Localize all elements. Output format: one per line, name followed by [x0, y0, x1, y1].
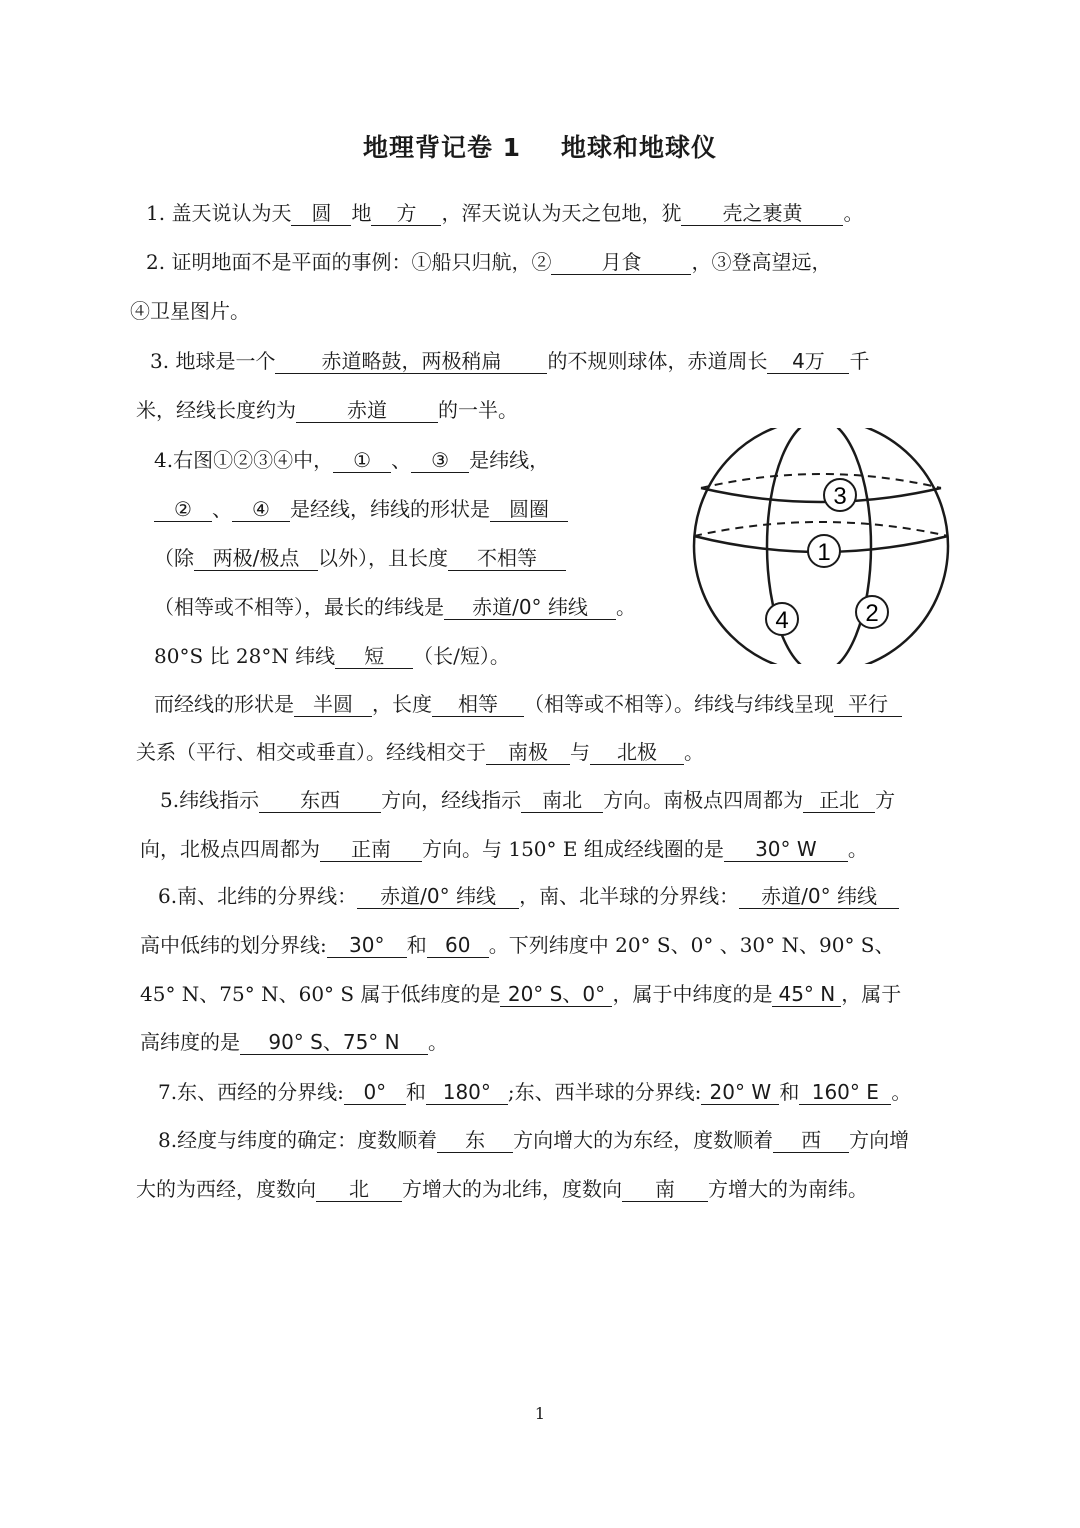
q6-text: ，南、北半球的分界线： — [519, 884, 740, 908]
q4-answer: 平行 — [834, 692, 902, 717]
q8-line-2 — [136, 1174, 868, 1204]
q6-answer: 赤道/0° 纬线 — [357, 884, 519, 909]
q6-line-3 — [140, 979, 901, 1009]
q1-answer-2: 方 — [371, 201, 441, 226]
q6-text: ，属于 — [841, 982, 902, 1006]
q4-text: 关系（平行、相交或垂直）。经线相交于 — [136, 740, 486, 764]
q5-text: 方向，经线指示 — [381, 788, 522, 812]
q5-text: 方 — [875, 788, 896, 812]
q5-answer: 正北 — [803, 788, 875, 813]
q4-line-7 — [136, 737, 704, 767]
q6-answer: 30° — [327, 933, 407, 958]
q8-answer: 西 — [773, 1128, 849, 1153]
q3-answer-3: 赤道 — [296, 398, 438, 423]
q6-line-4 — [140, 1027, 448, 1057]
q3-answer-2: 4万 — [767, 349, 849, 374]
q4-line-4 — [154, 592, 636, 622]
q6-answer: 60 — [427, 933, 489, 958]
q5-text: 方向。与 150° E 组成经线圈的是 — [422, 837, 724, 861]
q8-line — [158, 1125, 909, 1155]
q6-text: 45° N、75° N、60° S 属于低纬度的是 — [140, 982, 501, 1006]
q3-text: 3. 地球是一个 — [150, 349, 276, 373]
q3-line — [150, 346, 869, 376]
q7-text: ;东、西半球的分界线: — [507, 1080, 702, 1104]
q4-line-3 — [154, 543, 566, 573]
q5-answer: 南北 — [521, 788, 603, 813]
q2-text: ，③登高望远， — [691, 250, 832, 274]
q4-text: （除 — [154, 546, 194, 570]
q8-answer: 东 — [437, 1128, 513, 1153]
q4-text: 。 — [684, 740, 704, 764]
q4-answer: 两极/极点 — [194, 546, 318, 571]
q7-text: 和 — [405, 1080, 426, 1104]
marker-3 — [824, 479, 856, 511]
q4-text: ，长度 — [372, 692, 432, 716]
q7-answer: 180° — [426, 1080, 508, 1105]
q8-text: 8.经度与纬度的确定：度数顺着 — [158, 1128, 438, 1152]
title-part2: 地球和地球仪 — [561, 133, 718, 162]
q7-text: 7.东、西经的分界线: — [158, 1080, 344, 1104]
q6-answer: 45° N — [772, 982, 841, 1007]
q5-text: 方向。南极点四周都为 — [603, 788, 804, 812]
q5-line — [160, 785, 895, 815]
q6-text: ，属于中纬度的是 — [612, 982, 773, 1006]
q1-text: 1. 盖天说认为天 — [146, 201, 292, 225]
svg-text:3: 3 — [833, 483, 847, 510]
q4-text: 。 — [616, 595, 636, 619]
q4-text: 是经线，纬线的形状是 — [290, 497, 490, 521]
q7-text: 和 — [779, 1080, 800, 1104]
q2-text: ④卫星图片。 — [130, 299, 250, 323]
q3-answer-1: 赤道略鼓，两极稍扁 — [275, 349, 547, 374]
q4-answer: ② — [154, 497, 212, 522]
q8-text: 大的为西经，度数向 — [136, 1177, 316, 1201]
q4-answer: 半圆 — [294, 692, 372, 717]
q4-answer: 圆圈 — [490, 497, 568, 522]
q4-answer: 北极 — [590, 740, 684, 765]
q6-line — [158, 881, 899, 911]
q6-text: 高中低纬的划分界线: — [140, 933, 327, 957]
q4-answer: 不相等 — [448, 546, 566, 571]
q4-text: （相等或不相等），最长的纬线是 — [154, 595, 444, 619]
q4-answer: ③ — [411, 448, 469, 473]
q7-answer: 20° W — [701, 1080, 779, 1105]
title-part1: 地理背记卷 1 — [362, 133, 522, 162]
page-title — [0, 128, 1080, 164]
q5-text: 向，北极点四周都为 — [140, 837, 320, 861]
q4-text: 而经线的形状是 — [154, 692, 294, 716]
q4-text: 4.右图①②③④中， — [154, 448, 334, 472]
q4-line-6 — [154, 689, 902, 719]
q8-answer: 北 — [316, 1177, 402, 1202]
q3-text: 米，经线长度约为 — [136, 398, 296, 422]
globe-diagram — [688, 428, 954, 664]
q7-answer: 160° E — [799, 1080, 891, 1105]
q5-line-2 — [140, 834, 868, 864]
q1-text: 地 — [351, 201, 372, 225]
q6-text: 和 — [406, 933, 427, 957]
q4-text: 以外），且长度 — [318, 546, 448, 570]
q4-line-5 — [154, 641, 510, 671]
q8-answer: 南 — [622, 1177, 708, 1202]
q3-text: 的一半。 — [438, 398, 518, 422]
q5-text: 。 — [847, 837, 868, 861]
q8-text: 方向增大的为东经，度数顺着 — [513, 1128, 774, 1152]
equator-back — [694, 522, 948, 536]
q8-text: 方增大的为南纬。 — [708, 1177, 868, 1201]
q8-text: 方增大的为北纬，度数向 — [402, 1177, 622, 1201]
q2-text: 2. 证明地面不是平面的事例：①船只归航，② — [146, 250, 552, 274]
svg-text:4: 4 — [775, 607, 789, 634]
q2-answer-1: 月食 — [551, 250, 691, 275]
q4-text: （长/短）。 — [413, 644, 510, 668]
q6-text: 。 — [428, 1030, 448, 1054]
q7-text: 。 — [891, 1080, 912, 1104]
q1-answer-3: 壳之裹黄 — [681, 201, 843, 226]
q6-line-2 — [140, 930, 895, 960]
q3-line-2 — [136, 395, 518, 425]
q4-line-2 — [154, 494, 568, 524]
q2-line-2 — [130, 296, 250, 326]
q4-answer: 短 — [335, 644, 413, 669]
q4-text: 80°S 比 28°N 纬线 — [154, 644, 336, 668]
q6-answer: 90° S、75° N — [240, 1030, 428, 1055]
q2-line — [146, 247, 831, 277]
q4-text: 、 — [212, 497, 232, 521]
parallel-back — [701, 474, 941, 488]
q5-text: 5.纬线指示 — [160, 788, 260, 812]
marker-1 — [808, 535, 840, 567]
q4-answer: 南极 — [486, 740, 570, 765]
marker-2 — [856, 596, 888, 628]
svg-text:2: 2 — [865, 600, 879, 627]
q4-answer: ① — [333, 448, 391, 473]
q4-answer: 赤道/0° 纬线 — [444, 595, 616, 620]
q1-line — [146, 198, 863, 228]
q5-answer: 30° W — [724, 837, 848, 862]
q1-text: ，浑天说认为天之包地，犹 — [441, 201, 682, 225]
q6-text: 。下列纬度中 20° S、0° 、30° N、90° S、 — [488, 933, 895, 957]
q3-text: 千 — [849, 349, 870, 373]
parallel-front — [701, 488, 941, 502]
q6-answer: 20° S、0° — [500, 982, 612, 1007]
q4-answer: ④ — [232, 497, 290, 522]
marker-4 — [766, 603, 798, 635]
q4-answer: 相等 — [432, 692, 524, 717]
q8-text: 方向增 — [849, 1128, 910, 1152]
q7-line — [158, 1077, 911, 1107]
q5-answer: 东西 — [259, 788, 381, 813]
q6-answer: 赤道/0° 纬线 — [739, 884, 899, 909]
svg-text:1: 1 — [817, 539, 831, 566]
q4-text: 是纬线， — [469, 448, 550, 472]
q6-text: 6.南、北纬的分界线： — [158, 884, 358, 908]
q4-line-1 — [154, 445, 549, 475]
q1-text: 。 — [843, 201, 864, 225]
q1-answer-1: 圆 — [291, 201, 351, 226]
page-number: 1 — [534, 1404, 546, 1423]
q7-answer: 0° — [344, 1080, 406, 1105]
q3-text: 的不规则球体，赤道周长 — [547, 349, 768, 373]
q5-answer: 正南 — [320, 837, 422, 862]
q6-text: 高纬度的是 — [140, 1030, 240, 1054]
q4-text: 与 — [570, 740, 590, 764]
q4-text: （相等或不相等）。纬线与纬线呈现 — [524, 692, 834, 716]
q4-text: 、 — [391, 448, 412, 472]
